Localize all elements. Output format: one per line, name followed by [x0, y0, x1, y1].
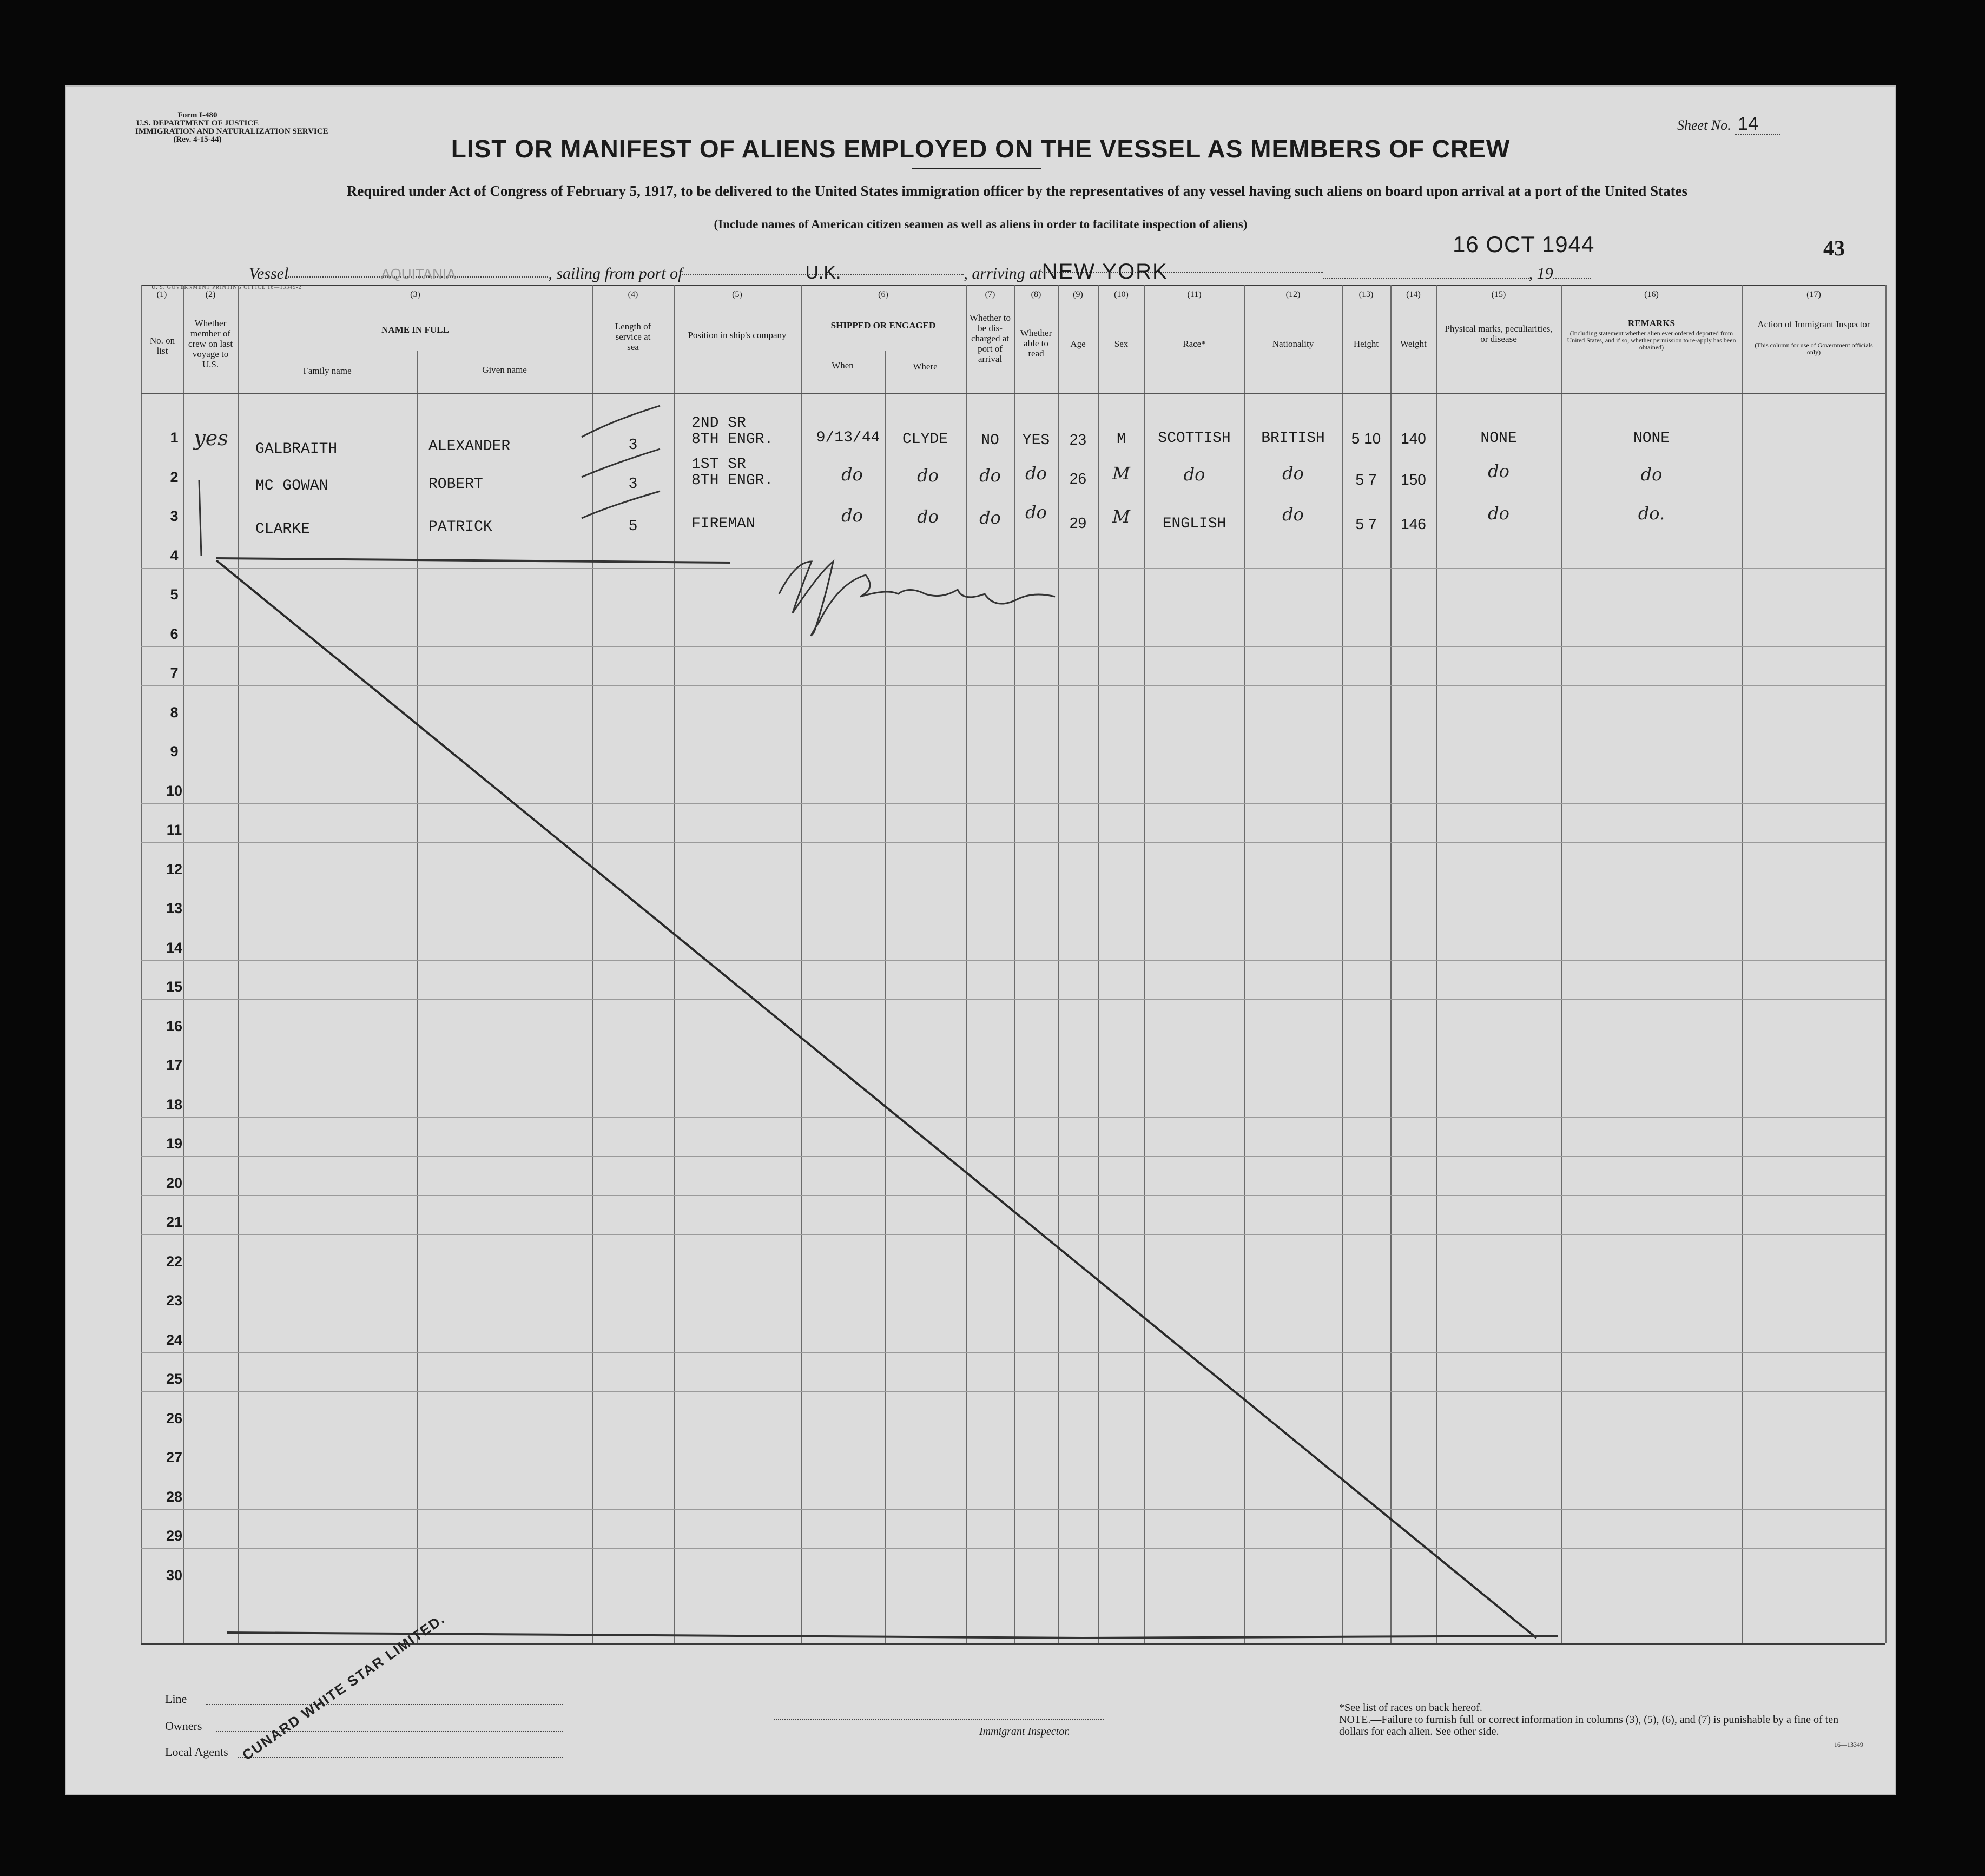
form-number: Form I-480	[177, 111, 217, 120]
inspector-label: Immigrant Inspector.	[979, 1726, 1070, 1738]
nationality: BRITISH	[1261, 430, 1325, 447]
local-agents-label: Local Agents	[165, 1745, 228, 1759]
position: 2ND SR	[691, 415, 746, 432]
header-length-of-service: Length of service at sea	[615, 321, 651, 352]
arriving-label: , arriving at	[964, 265, 1042, 282]
row-number: 13	[166, 900, 183, 916]
height: 5 10	[1351, 430, 1381, 447]
given-name: ALEXANDER	[428, 438, 511, 455]
row-number: 16	[166, 1018, 183, 1034]
inspector-signature-line	[774, 1719, 1104, 1720]
owners-label: Owners	[165, 1719, 202, 1733]
row-number: 18	[166, 1096, 183, 1113]
column-number: (11)	[1187, 290, 1202, 299]
vessel-label: Vessel	[249, 265, 289, 282]
column-number: (4)	[628, 290, 638, 299]
able-to-read: do	[1025, 502, 1047, 523]
column-number: (6)	[878, 290, 888, 299]
sailing-label: , sailing from port of	[548, 265, 683, 282]
include-text: (Include names of American citizen seamen as well as aliens in order to facilitate inspection of aliens)	[714, 217, 1248, 231]
header-physical-marks: Physical marks, peculiarities, or disease	[1445, 323, 1553, 344]
row-number: 27	[166, 1449, 183, 1465]
able-to-read: YES	[1022, 432, 1050, 449]
company-stamp: CUNARD WHITE STAR LIMITED.	[239, 1610, 449, 1763]
row-number: 11	[166, 822, 182, 838]
nationality: do	[1282, 463, 1304, 484]
shipped-when: 9/13/44	[816, 430, 880, 446]
discharged: NO	[981, 432, 999, 449]
handwritten-marks	[65, 85, 1896, 1795]
column-number: (14)	[1406, 290, 1421, 299]
header-remarks-note: (Including statement whether alien ever ordered deported from United States, and if so, whether permission to re-apply has been obtained)	[1567, 329, 1736, 351]
header-remarks: REMARKS	[1628, 318, 1675, 328]
service-tick	[582, 491, 660, 518]
column-number: (2)	[205, 290, 216, 299]
column-number: (12)	[1285, 290, 1301, 299]
header-shipped-engaged: SHIPPED OR ENGAGED	[830, 320, 936, 331]
header-no-on-list: No. on list	[149, 335, 175, 356]
arrival-port: NEW YORK	[1041, 260, 1168, 283]
physical-marks: NONE	[1480, 430, 1517, 447]
row-number: 3	[170, 508, 179, 524]
physical-marks: do	[1488, 461, 1509, 481]
row-number: 2	[170, 468, 179, 485]
sex: M	[1117, 431, 1126, 448]
header-race: Race*	[1183, 339, 1206, 349]
cancellation-line	[216, 558, 730, 563]
family-name: GALBRAITH	[255, 441, 338, 458]
page-number: 43	[1823, 236, 1845, 260]
footer-note	[1339, 1702, 1858, 1738]
service-tick	[582, 449, 660, 477]
header-weight: Weight	[1400, 339, 1427, 349]
sex: M	[1112, 463, 1130, 484]
row-number: 24	[166, 1331, 183, 1348]
header-inspector-action: Action of Immigrant Inspector	[1757, 319, 1870, 329]
given-name: PATRICK	[428, 519, 492, 536]
row-number: 9	[170, 743, 179, 759]
position: 1ST SR	[691, 456, 746, 473]
shipped-where: do	[917, 506, 939, 527]
column-number: (17)	[1806, 290, 1821, 299]
page-title: LIST OR MANIFEST OF ALIENS EMPLOYED ON THE VESSEL AS MEMBERS OF CREW	[451, 135, 1511, 163]
department: U.S. DEPARTMENT OF JUSTICE	[136, 119, 259, 128]
printing-office-note: U. S. GOVERNMENT PRINTING OFFICE 16—13349-2	[151, 285, 302, 290]
row-number: 4	[170, 547, 179, 564]
age: 23	[1069, 431, 1087, 448]
row-number: 25	[166, 1371, 183, 1387]
column-number: (15)	[1491, 290, 1506, 299]
remarks: do.	[1638, 503, 1665, 524]
row-number: 7	[170, 665, 179, 681]
row-number: 15	[166, 979, 183, 995]
shipped-where: do	[917, 465, 939, 486]
given-name: ROBERT	[428, 476, 483, 493]
sailing-port: U.K.	[805, 262, 841, 283]
row-number: 17	[166, 1057, 183, 1073]
row-number: 12	[166, 861, 183, 877]
penalty-note: NOTE.—Failure to furnish full or correct information in columns (3), (5), (6), and (7) is punishable by a fine of ten dollars for each alien. See other side.	[1339, 1714, 1839, 1738]
service-length: 3	[629, 435, 637, 452]
header-where: Where	[913, 361, 938, 372]
row-number: 14	[166, 939, 183, 956]
service-length: 5	[629, 517, 637, 533]
header-age: Age	[1070, 339, 1086, 349]
column-number: (1)	[156, 290, 167, 299]
required-text: Required under Act of Congress of February 5, 1917, to be delivered to the United States immigration officer by the representatives of any vessel having such aliens on board upon arrival at a port of the United States	[346, 183, 1688, 199]
header-last-voyage: Whether member of crew on last voyage to U.S.	[188, 318, 233, 369]
shipped-when: do	[841, 464, 863, 485]
race: SCOTTISH	[1158, 430, 1231, 447]
discharged: do	[979, 507, 1001, 528]
header-nationality: Nationality	[1272, 339, 1314, 349]
row-number: 30	[166, 1567, 183, 1583]
last-voyage-mark: yes	[194, 426, 228, 450]
weight: 140	[1401, 430, 1426, 447]
column-number: (10)	[1114, 290, 1129, 299]
local-agents-field	[238, 1757, 563, 1758]
header-height: Height	[1353, 339, 1379, 349]
column-number: (13)	[1358, 290, 1374, 299]
row-number: 10	[166, 782, 183, 799]
vessel-name: AQUITANIA	[381, 266, 456, 282]
header-position: Position in ship's company	[688, 330, 787, 340]
row-number: 19	[166, 1135, 183, 1152]
row-number: 29	[166, 1528, 183, 1544]
row-number: 26	[166, 1410, 183, 1426]
row-number: 5	[170, 586, 179, 603]
revision: (Rev. 4-15-44)	[173, 135, 222, 144]
row-number: 1	[170, 430, 179, 446]
year-label: , 19	[1528, 265, 1553, 282]
physical-marks: do	[1488, 503, 1509, 524]
family-name: CLARKE	[255, 521, 310, 538]
row-number: 8	[170, 704, 179, 721]
form-code: 16—13349	[1834, 1741, 1863, 1748]
column-number: (7)	[985, 290, 995, 299]
row-number: 22	[166, 1253, 183, 1270]
line-field	[206, 1704, 563, 1705]
inspector-signature	[779, 562, 1055, 636]
row-number: 23	[166, 1292, 183, 1309]
shipped-when: do	[841, 505, 863, 526]
column-number: (3)	[410, 290, 420, 299]
race: ENGLISH	[1162, 516, 1226, 532]
column-number: (9)	[1073, 290, 1083, 299]
nationality: do	[1282, 504, 1304, 525]
header-discharged: Whether to be dis-charged at port of arrival	[970, 313, 1011, 364]
header-name-in-full: NAME IN FULL	[381, 325, 449, 335]
sheet-label: Sheet No.	[1677, 117, 1731, 133]
age: 29	[1069, 514, 1087, 531]
row-number: 21	[166, 1214, 183, 1230]
race: do	[1183, 464, 1205, 485]
row-number: 20	[166, 1174, 183, 1191]
row-number: 6	[170, 625, 179, 642]
sex: M	[1112, 506, 1130, 527]
weight: 146	[1401, 516, 1426, 532]
service-length: 3	[629, 474, 637, 491]
shipped-where: CLYDE	[902, 431, 948, 448]
able-to-read: do	[1025, 463, 1047, 484]
position: 8TH ENGR.	[691, 472, 774, 489]
service-tick	[582, 406, 660, 437]
arrival-date-stamp: 16 OCT 1944	[1453, 232, 1595, 257]
line-label: Line	[165, 1692, 187, 1706]
header-able-to-read: Whether able to read	[1020, 328, 1052, 359]
family-name: MC GOWAN	[255, 478, 328, 494]
height: 5 7	[1355, 516, 1377, 532]
remarks: do	[1640, 464, 1663, 485]
column-number: (16)	[1644, 290, 1659, 299]
header-when: When	[832, 360, 854, 371]
position: FIREMAN	[691, 516, 755, 532]
weight: 150	[1401, 471, 1426, 488]
service: IMMIGRATION AND NATURALIZATION SERVICE	[135, 127, 328, 136]
age: 26	[1069, 470, 1087, 487]
races-note: *See list of races on back hereof.	[1339, 1702, 1482, 1714]
column-number: (8)	[1031, 290, 1041, 299]
height: 5 7	[1355, 471, 1377, 488]
column-number: (5)	[732, 290, 742, 299]
ditto-stroke	[199, 480, 201, 556]
header-sex: Sex	[1114, 339, 1129, 349]
manifest-sheet	[65, 85, 1896, 1795]
header-given-name: Given name	[482, 365, 527, 375]
position: 8TH ENGR.	[691, 431, 774, 448]
header-inspector-note: (This column for use of Government officials only)	[1755, 341, 1873, 356]
remarks: NONE	[1633, 430, 1670, 447]
discharged: do	[979, 465, 1001, 486]
row-number: 28	[166, 1488, 183, 1505]
header-family-name: Family name	[303, 366, 352, 376]
sheet-value: 14	[1735, 114, 1780, 135]
cancellation-diagonal	[216, 560, 1536, 1638]
